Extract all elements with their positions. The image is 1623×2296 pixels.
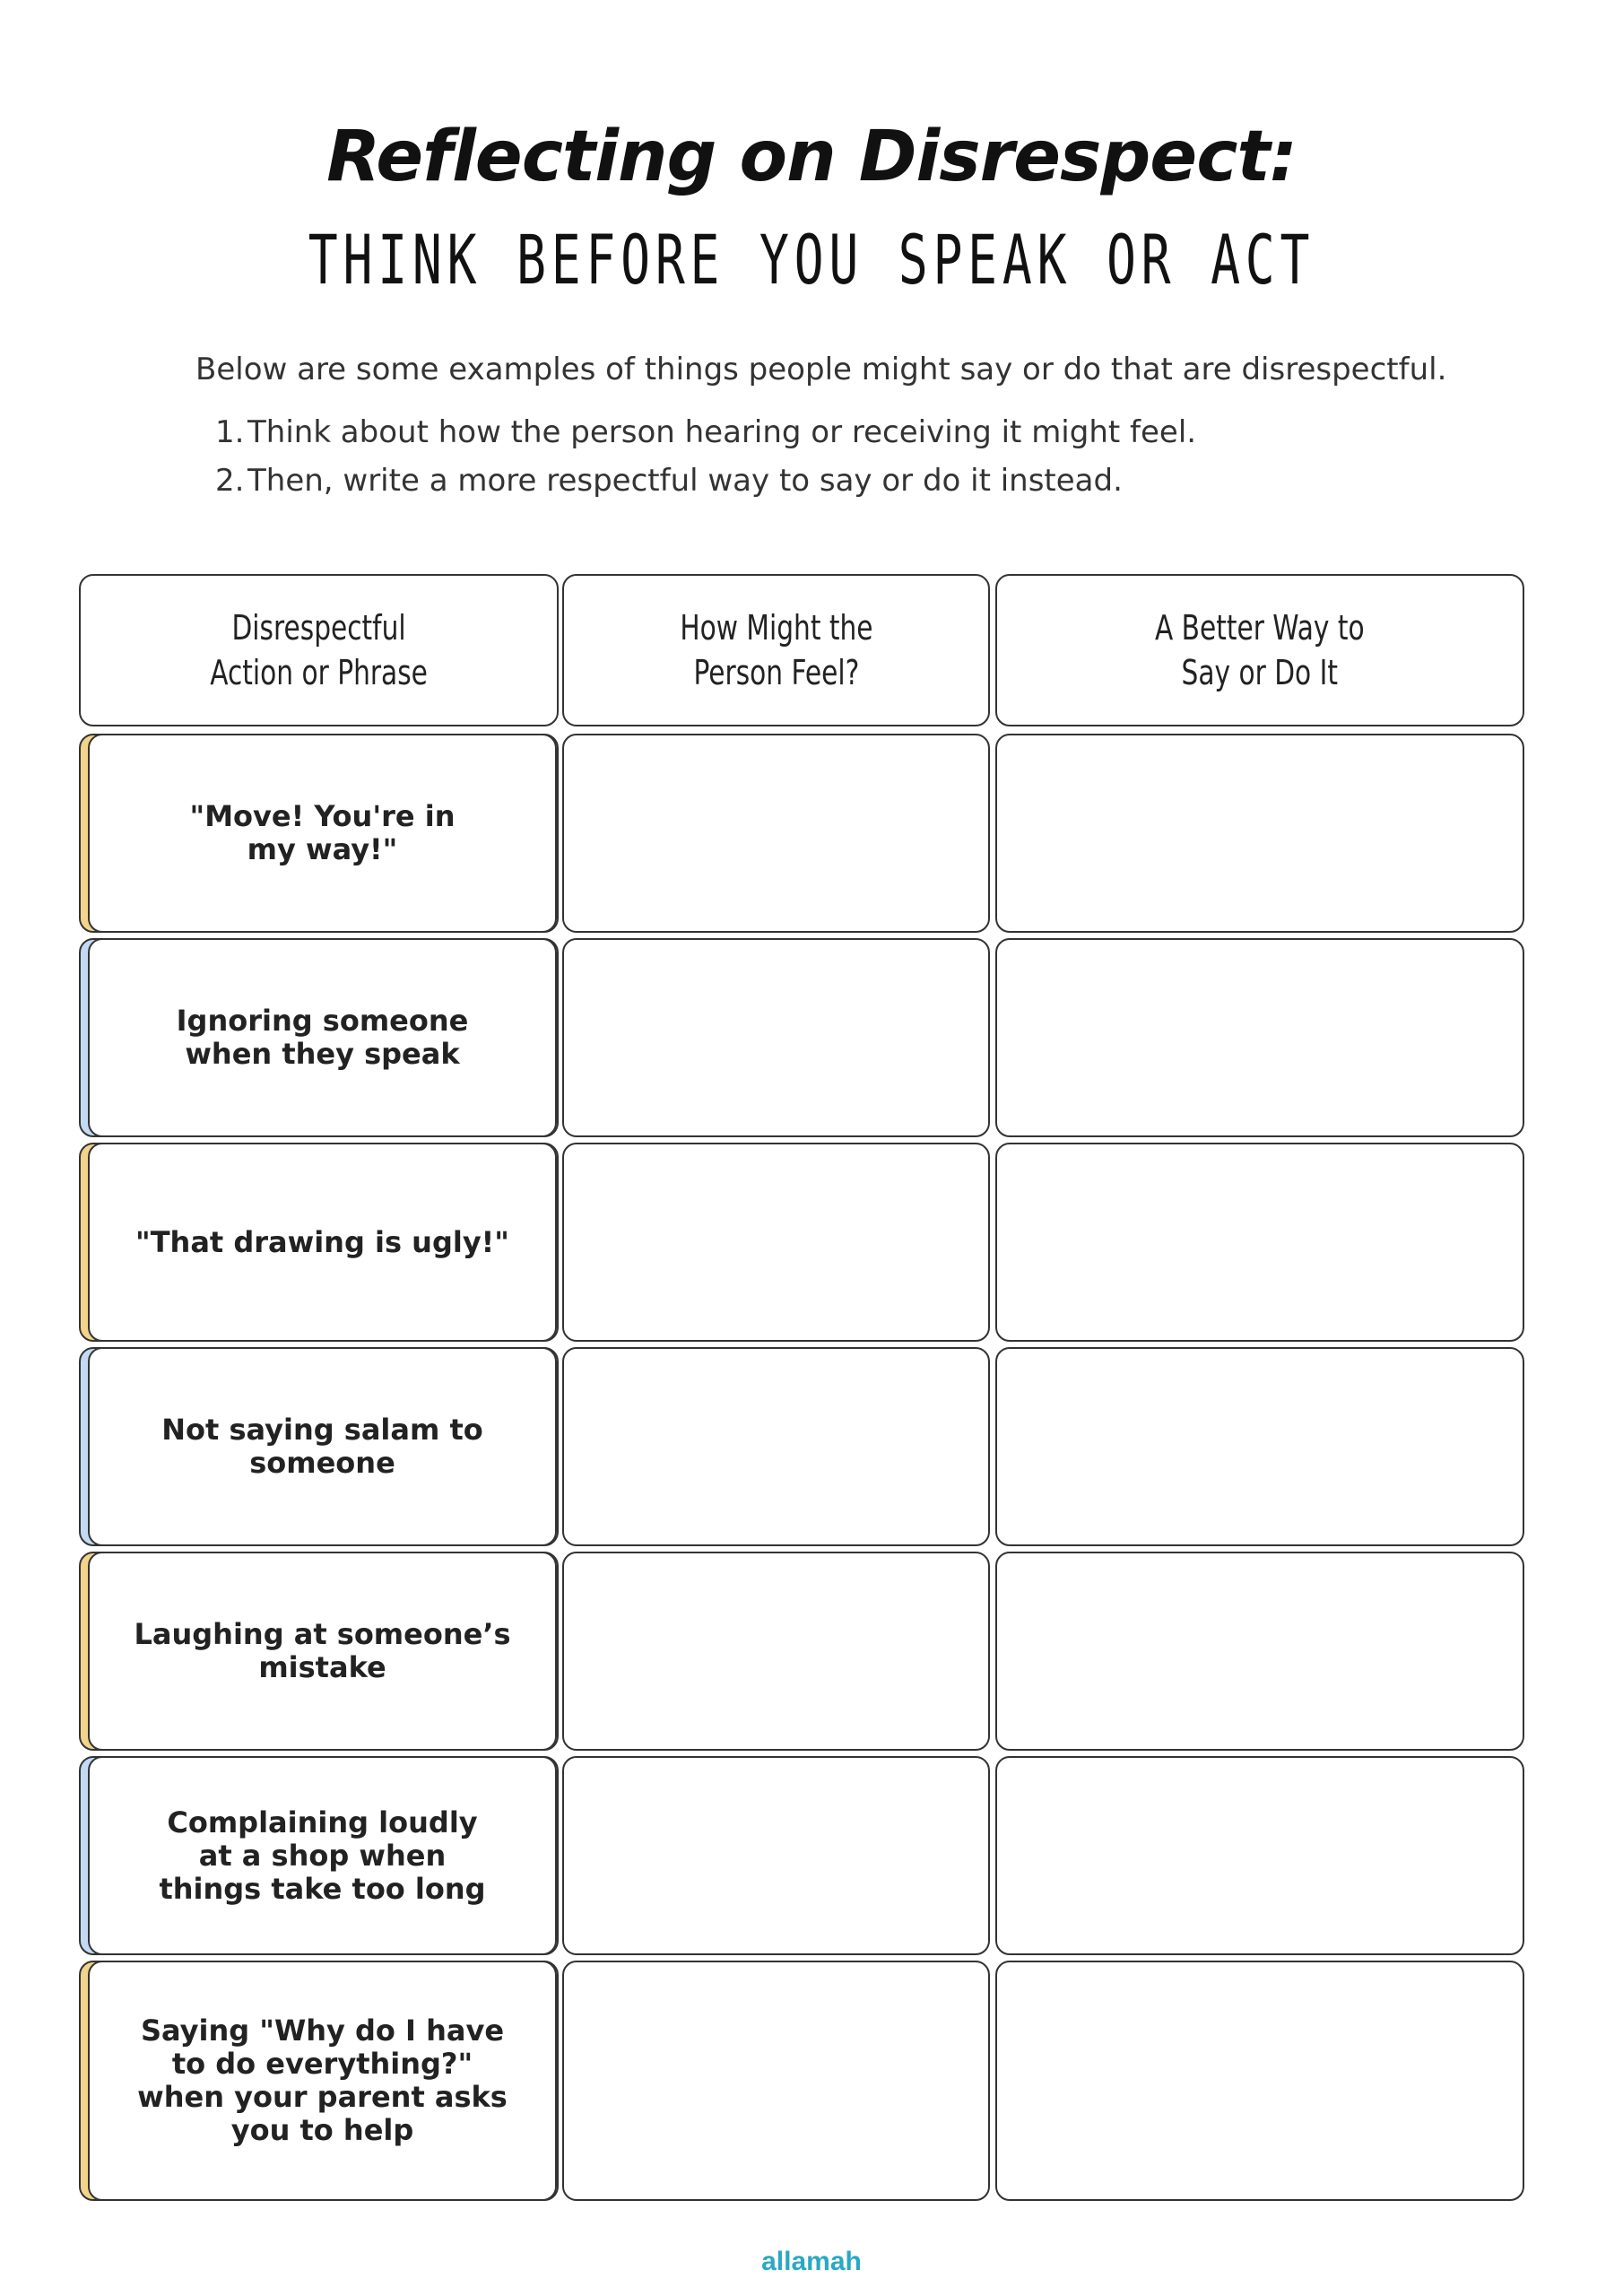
example-cell xyxy=(88,734,557,933)
example-text: Complaining loudly at a shop when things take too long xyxy=(159,1805,486,1906)
example-text: Not saying salam to someone xyxy=(161,1413,483,1480)
header-label: A Better Way to Say or Do It xyxy=(1155,608,1365,692)
example-text: "That drawing is ugly!" xyxy=(135,1224,509,1259)
better-way-answer-box[interactable] xyxy=(995,1347,1524,1546)
feel-answer-box[interactable] xyxy=(562,1756,990,1955)
example-text: Saying "Why do I have to do everything?" when your parent asks you to help xyxy=(137,2013,508,2147)
page-subtitle: THINK BEFORE YOU SPEAK OR ACT xyxy=(308,220,1315,300)
instruction-item xyxy=(215,408,1196,457)
feel-answer-box[interactable] xyxy=(562,1347,990,1546)
intro-text: Below are some examples of things people might say or do that are disrespectful. xyxy=(195,352,1447,387)
example-cell xyxy=(88,1961,557,2201)
better-way-answer-box[interactable] xyxy=(995,1143,1524,1342)
example-cell xyxy=(88,1552,557,1751)
header-label: Disrespectful Action or Phrase xyxy=(210,608,428,692)
better-way-answer-box[interactable] xyxy=(995,1961,1524,2201)
header-label: How Might the Person Feel? xyxy=(679,608,873,692)
better-way-answer-box[interactable] xyxy=(995,938,1524,1137)
instruction-item xyxy=(215,457,1196,505)
example-cell xyxy=(88,1143,557,1342)
instruction-number: 1. xyxy=(215,414,245,450)
allamah-logo: allamah xyxy=(761,2247,862,2276)
header-how-person-feels xyxy=(562,574,990,726)
better-way-answer-box[interactable] xyxy=(995,734,1524,933)
example-text: Ignoring someone when they speak xyxy=(176,1004,469,1071)
feel-answer-box[interactable] xyxy=(562,734,990,933)
instruction-text: Think about how the person hearing or receiving it might feel. xyxy=(247,414,1197,450)
page-title: Reflecting on Disrespect: xyxy=(326,117,1297,197)
example-cell xyxy=(88,1347,557,1546)
instructions-list xyxy=(215,408,1196,505)
feel-answer-box[interactable] xyxy=(562,1961,990,2201)
feel-answer-box[interactable] xyxy=(562,1143,990,1342)
better-way-answer-box[interactable] xyxy=(995,1756,1524,1955)
instruction-number: 2. xyxy=(215,463,245,499)
example-text: "Move! You're in my way!" xyxy=(189,799,456,866)
header-disrespectful-action xyxy=(79,574,559,726)
example-cell xyxy=(88,938,557,1137)
instruction-text: Then, write a more respectful way to say or do it instead. xyxy=(247,463,1123,499)
better-way-answer-box[interactable] xyxy=(995,1552,1524,1751)
feel-answer-box[interactable] xyxy=(562,1552,990,1751)
example-text: Laughing at someone’s mistake xyxy=(134,1617,511,1684)
header-better-way xyxy=(995,574,1524,726)
example-cell xyxy=(88,1756,557,1955)
feel-answer-box[interactable] xyxy=(562,938,990,1137)
